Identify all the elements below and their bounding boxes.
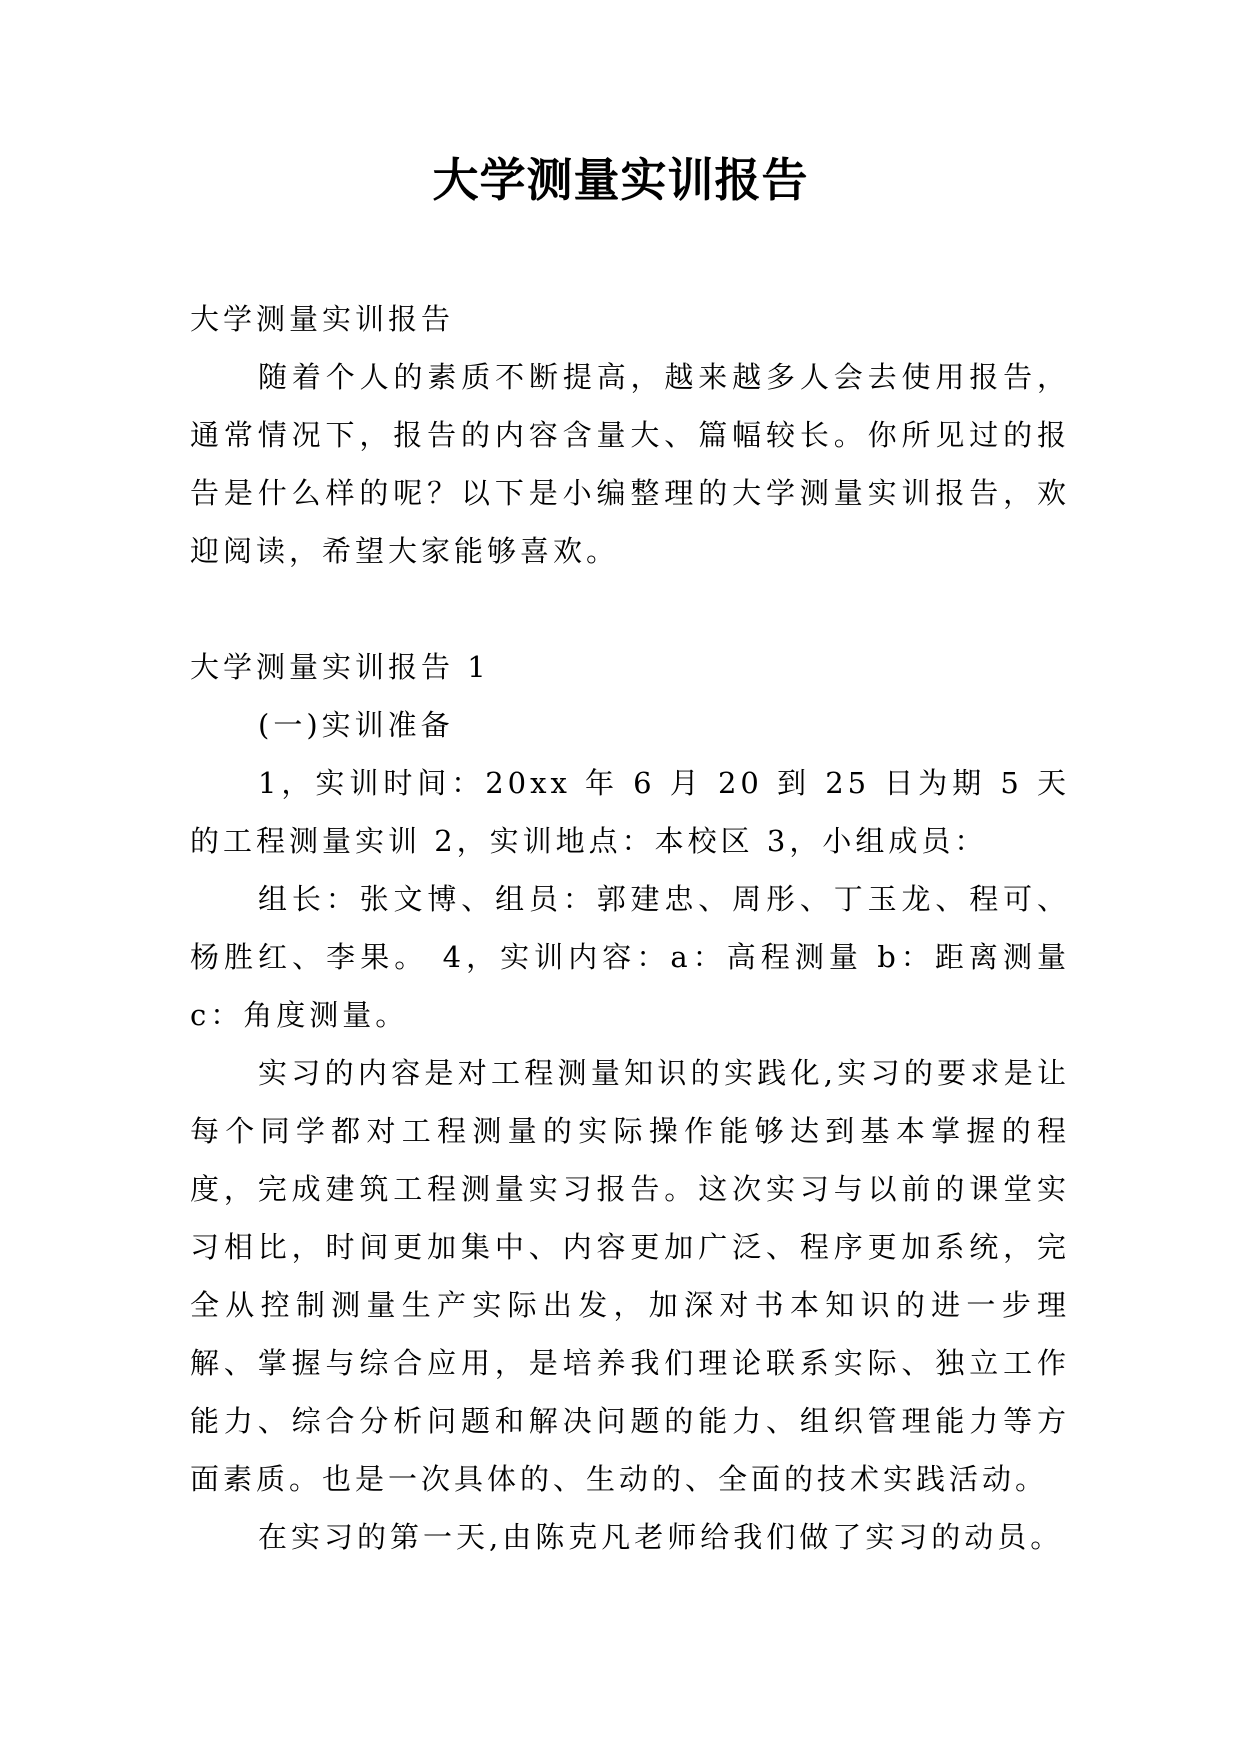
document-title: 大学测量实训报告: [432, 153, 809, 207]
intro-paragraph: 随着个人的素质不断提高，越来越多人会去使用报告，通常情况下，报告的内容含量大、篇幅较长。你所见过的报告是什么样的呢？以下是小编整理的大学测量实训报告，欢迎阅读，希望大家能够喜欢。: [190, 360, 1070, 568]
internship-content-paragraph: 实习的内容是对工程测量知识的实践化,实习的要求是让每个同学都对工程测量的实际操作能够达到基本掌握的程度，完成建筑工程测量实习报告。这次实习与以前的课堂实习相比，时间更加集中、内容更加广泛、程序更加系统，完全从控制测量生产实际出发，加深对书本知识的进一步理解、掌握与综合应用，是培养我们理论联系实际、独立工作能力、综合分析问题和解决问题的能力、组织管理能力等方面素质。也是一次具体的、生动的、全面的技术实践活动。: [190, 1056, 1070, 1496]
training-time-paragraph: 1，实训时间：20xx 年 6 月 20 到 25 日为期 5 天的工程测量实训 2，实训地点：本校区 3，小组成员：: [190, 766, 1070, 858]
document-body: [190, 290, 1070, 1566]
paragraph-gap: [190, 580, 1070, 638]
first-day-paragraph: 在实习的第一天,由陈克凡老师给我们做了实习的动员。: [258, 1520, 1064, 1554]
document-subtitle: 大学测量实训报告: [190, 302, 455, 336]
section-subheading: (一)实训准备: [258, 708, 454, 742]
section-heading: 大学测量实训报告 1: [190, 650, 490, 684]
team-members-paragraph: 组长：张文博、组员：郭建忠、周彤、丁玉龙、程可、杨胜红、李果。 4，实训内容：a：高程测量 b：距离测量 c：角度测量。: [190, 882, 1070, 1032]
